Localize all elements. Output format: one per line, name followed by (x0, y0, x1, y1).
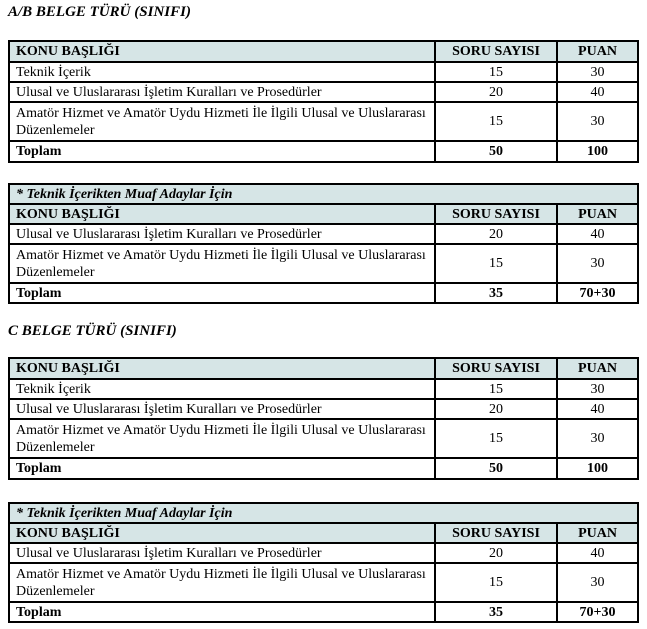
header-count: SORU SAYISI (435, 358, 557, 379)
table-header-row (9, 41, 638, 62)
table-row (9, 82, 638, 102)
row-points: 40 (557, 543, 638, 563)
table-header-row (9, 523, 638, 543)
table-row (9, 102, 638, 141)
header-count: SORU SAYISI (435, 204, 557, 224)
total-points: 70+30 (557, 283, 638, 303)
header-topic: KONU BAŞLIĞI (9, 204, 435, 224)
row-points: 30 (557, 379, 638, 399)
row-topic: Amatör Hizmet ve Amatör Uydu Hizmeti İle İlgili Ulusal ve Uluslararası Düzenlemeler (9, 419, 435, 458)
table-row (9, 563, 638, 602)
row-count: 15 (435, 62, 557, 82)
total-label: Toplam (9, 141, 435, 162)
exempt-note: * Teknik İçerikten Muaf Adaylar İçin (9, 184, 638, 204)
total-label: Toplam (9, 283, 435, 303)
total-label: Toplam (9, 458, 435, 479)
exempt-note-row (9, 503, 638, 523)
total-points: 100 (557, 458, 638, 479)
total-count: 50 (435, 458, 557, 479)
row-topic: Teknik İçerik (9, 379, 435, 399)
header-topic: KONU BAŞLIĞI (9, 358, 435, 379)
total-row (9, 458, 638, 479)
section-title-c: C BELGE TÜRÜ (SINIFI) (8, 323, 177, 339)
c-score-table (8, 357, 639, 480)
header-count: SORU SAYISI (435, 41, 557, 62)
table-row (9, 379, 638, 399)
table-header-row (9, 358, 638, 379)
header-topic: KONU BAŞLIĞI (9, 523, 435, 543)
row-count: 15 (435, 102, 557, 141)
section-title-ab: A/B BELGE TÜRÜ (SINIFI) (8, 4, 191, 20)
row-points: 30 (557, 419, 638, 458)
row-count: 20 (435, 224, 557, 244)
header-topic: KONU BAŞLIĞI (9, 41, 435, 62)
row-points: 40 (557, 82, 638, 102)
row-topic: Ulusal ve Uluslararası İşletim Kuralları ve Prosedürler (9, 224, 435, 244)
table-header-row (9, 204, 638, 224)
total-row (9, 602, 638, 622)
row-count: 20 (435, 543, 557, 563)
table-row (9, 224, 638, 244)
row-topic: Amatör Hizmet ve Amatör Uydu Hizmeti İle İlgili Ulusal ve Uluslararası Düzenlemeler (9, 244, 435, 283)
total-row (9, 141, 638, 162)
table-row (9, 543, 638, 563)
total-count: 35 (435, 283, 557, 303)
row-count: 20 (435, 82, 557, 102)
row-points: 40 (557, 224, 638, 244)
table-row (9, 419, 638, 458)
table-row (9, 62, 638, 82)
exempt-note: * Teknik İçerikten Muaf Adaylar İçin (9, 503, 638, 523)
row-topic: Ulusal ve Uluslararası İşletim Kuralları ve Prosedürler (9, 82, 435, 102)
row-count: 15 (435, 419, 557, 458)
c-exempt-table (8, 502, 639, 623)
exempt-note-row (9, 184, 638, 204)
row-count: 15 (435, 379, 557, 399)
row-topic: Ulusal ve Uluslararası İşletim Kuralları ve Prosedürler (9, 543, 435, 563)
row-points: 30 (557, 244, 638, 283)
ab-score-table (8, 40, 639, 163)
total-points: 100 (557, 141, 638, 162)
table-row (9, 399, 638, 419)
row-topic: Amatör Hizmet ve Amatör Uydu Hizmeti İle İlgili Ulusal ve Uluslararası Düzenlemeler (9, 563, 435, 602)
row-points: 30 (557, 563, 638, 602)
ab-exempt-table (8, 183, 639, 304)
header-count: SORU SAYISI (435, 523, 557, 543)
total-count: 50 (435, 141, 557, 162)
row-count: 20 (435, 399, 557, 419)
row-topic: Ulusal ve Uluslararası İşletim Kuralları ve Prosedürler (9, 399, 435, 419)
total-label: Toplam (9, 602, 435, 622)
row-count: 15 (435, 244, 557, 283)
header-points: PUAN (557, 204, 638, 224)
total-count: 35 (435, 602, 557, 622)
header-points: PUAN (557, 523, 638, 543)
row-topic: Teknik İçerik (9, 62, 435, 82)
total-points: 70+30 (557, 602, 638, 622)
row-points: 40 (557, 399, 638, 419)
header-points: PUAN (557, 358, 638, 379)
header-points: PUAN (557, 41, 638, 62)
row-topic: Amatör Hizmet ve Amatör Uydu Hizmeti İle İlgili Ulusal ve Uluslararası Düzenlemeler (9, 102, 435, 141)
total-row (9, 283, 638, 303)
row-count: 15 (435, 563, 557, 602)
row-points: 30 (557, 102, 638, 141)
row-points: 30 (557, 62, 638, 82)
table-row (9, 244, 638, 283)
